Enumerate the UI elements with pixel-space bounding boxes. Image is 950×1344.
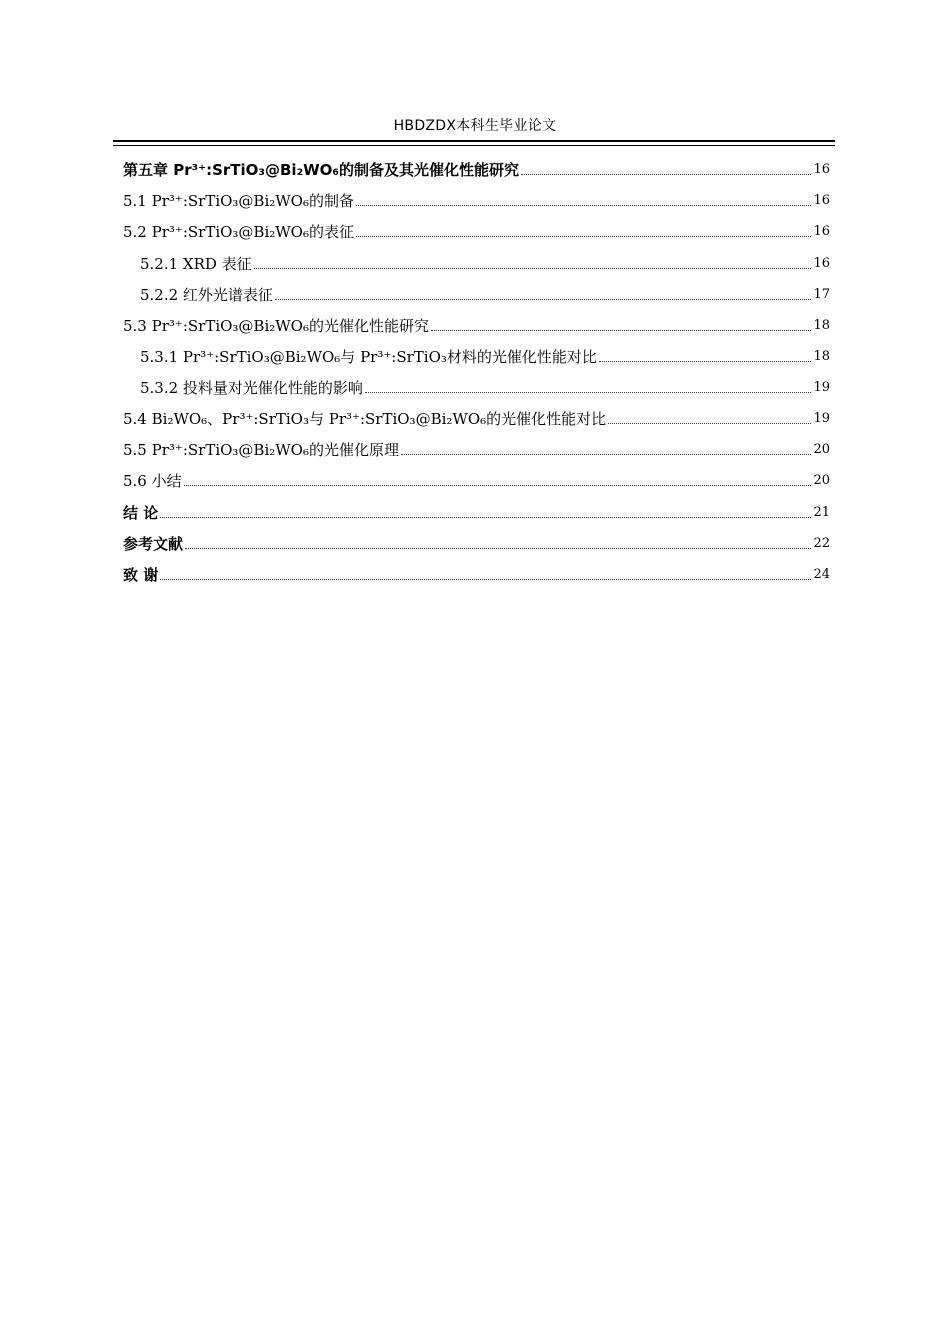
- toc-leader-dots: [185, 547, 811, 549]
- toc-leader-dots: [365, 391, 812, 393]
- toc-entry[interactable]: [123, 316, 830, 336]
- toc-entry-title: 5.4 Bi₂WO₆、Pr³⁺:SrTiO₃与 Pr³⁺:SrTiO₃@Bi₂WO₆的光催化性能对比: [123, 410, 607, 428]
- toc-entry-title: 5.3 Pr³⁺:SrTiO₃@Bi₂WO₆的光催化性能研究: [123, 317, 429, 335]
- toc-entry-page: 17: [813, 287, 830, 302]
- toc-entry-title: 5.2 Pr³⁺:SrTiO₃@Bi₂WO₆的表征: [123, 223, 354, 241]
- toc-entry[interactable]: [123, 503, 830, 523]
- toc-leader-dots: [401, 453, 811, 455]
- toc-entry-page: 19: [813, 411, 830, 426]
- toc-entry[interactable]: [123, 191, 830, 211]
- header-rule-thick: [113, 140, 835, 142]
- toc-entry-page: 16: [813, 162, 830, 177]
- toc-leader-dots: [184, 484, 812, 486]
- toc-entry[interactable]: [123, 440, 830, 460]
- toc-entry-title: 5.2.2 红外光谱表征: [140, 286, 273, 304]
- toc-entry-page: 20: [813, 442, 830, 457]
- toc-entry[interactable]: [140, 254, 830, 274]
- toc-entry[interactable]: [140, 378, 830, 398]
- toc-entry[interactable]: [123, 565, 830, 585]
- toc-entry[interactable]: [123, 409, 830, 429]
- toc-leader-dots: [254, 267, 812, 269]
- toc-leader-dots: [431, 329, 811, 331]
- toc-entry-title: 5.2.1 XRD 表征: [140, 255, 252, 273]
- toc-leader-dots: [356, 204, 811, 206]
- toc-entry-page: 21: [813, 505, 830, 520]
- toc-entry-title: 参考文献: [123, 535, 184, 553]
- toc-entry-page: 16: [813, 256, 830, 271]
- toc-entry-title: 5.1 Pr³⁺:SrTiO₃@Bi₂WO₆的制备: [123, 192, 354, 210]
- toc-entry[interactable]: [140, 285, 830, 305]
- toc-entry-page: 18: [813, 349, 830, 364]
- toc-entry[interactable]: [140, 347, 830, 367]
- toc-leader-dots: [599, 360, 812, 362]
- toc-leader-dots: [160, 578, 811, 580]
- toc-entry[interactable]: [123, 534, 830, 554]
- toc-entry-title: 第五章 Pr³⁺:SrTiO₃@Bi₂WO₆的制备及其光催化性能研究: [123, 161, 520, 179]
- toc-entry-title: 5.3.1 Pr³⁺:SrTiO₃@Bi₂WO₆与 Pr³⁺:SrTiO₃材料的光催化性能对比: [140, 348, 597, 366]
- page-header: HBDZDX本科生毕业论文: [393, 118, 557, 134]
- toc-entry[interactable]: [123, 471, 830, 491]
- toc-leader-dots: [160, 516, 811, 518]
- toc-entry-page: 24: [813, 567, 830, 582]
- toc-entry[interactable]: [123, 222, 830, 242]
- toc-entry-page: 22: [813, 536, 830, 551]
- toc-entry-title: 5.5 Pr³⁺:SrTiO₃@Bi₂WO₆的光催化原理: [123, 441, 399, 459]
- toc-leader-dots: [356, 235, 811, 237]
- toc-entry-page: 16: [813, 193, 830, 208]
- toc-leader-dots: [521, 173, 811, 175]
- toc-entry-page: 18: [813, 318, 830, 333]
- toc-entry-page: 20: [813, 473, 830, 488]
- header-rule-thin: [113, 145, 835, 146]
- toc-entry-page: 19: [813, 380, 830, 395]
- toc-entry-page: 16: [813, 224, 830, 239]
- toc-entry-title: 结 论: [123, 504, 159, 522]
- toc-leader-dots: [275, 298, 812, 300]
- toc-entry[interactable]: [123, 160, 830, 180]
- toc-entry-title: 5.6 小结: [123, 472, 182, 490]
- toc-entry-title: 致 谢: [123, 566, 159, 584]
- toc-entry-title: 5.3.2 投料量对光催化性能的影响: [140, 379, 363, 397]
- toc-leader-dots: [608, 422, 811, 424]
